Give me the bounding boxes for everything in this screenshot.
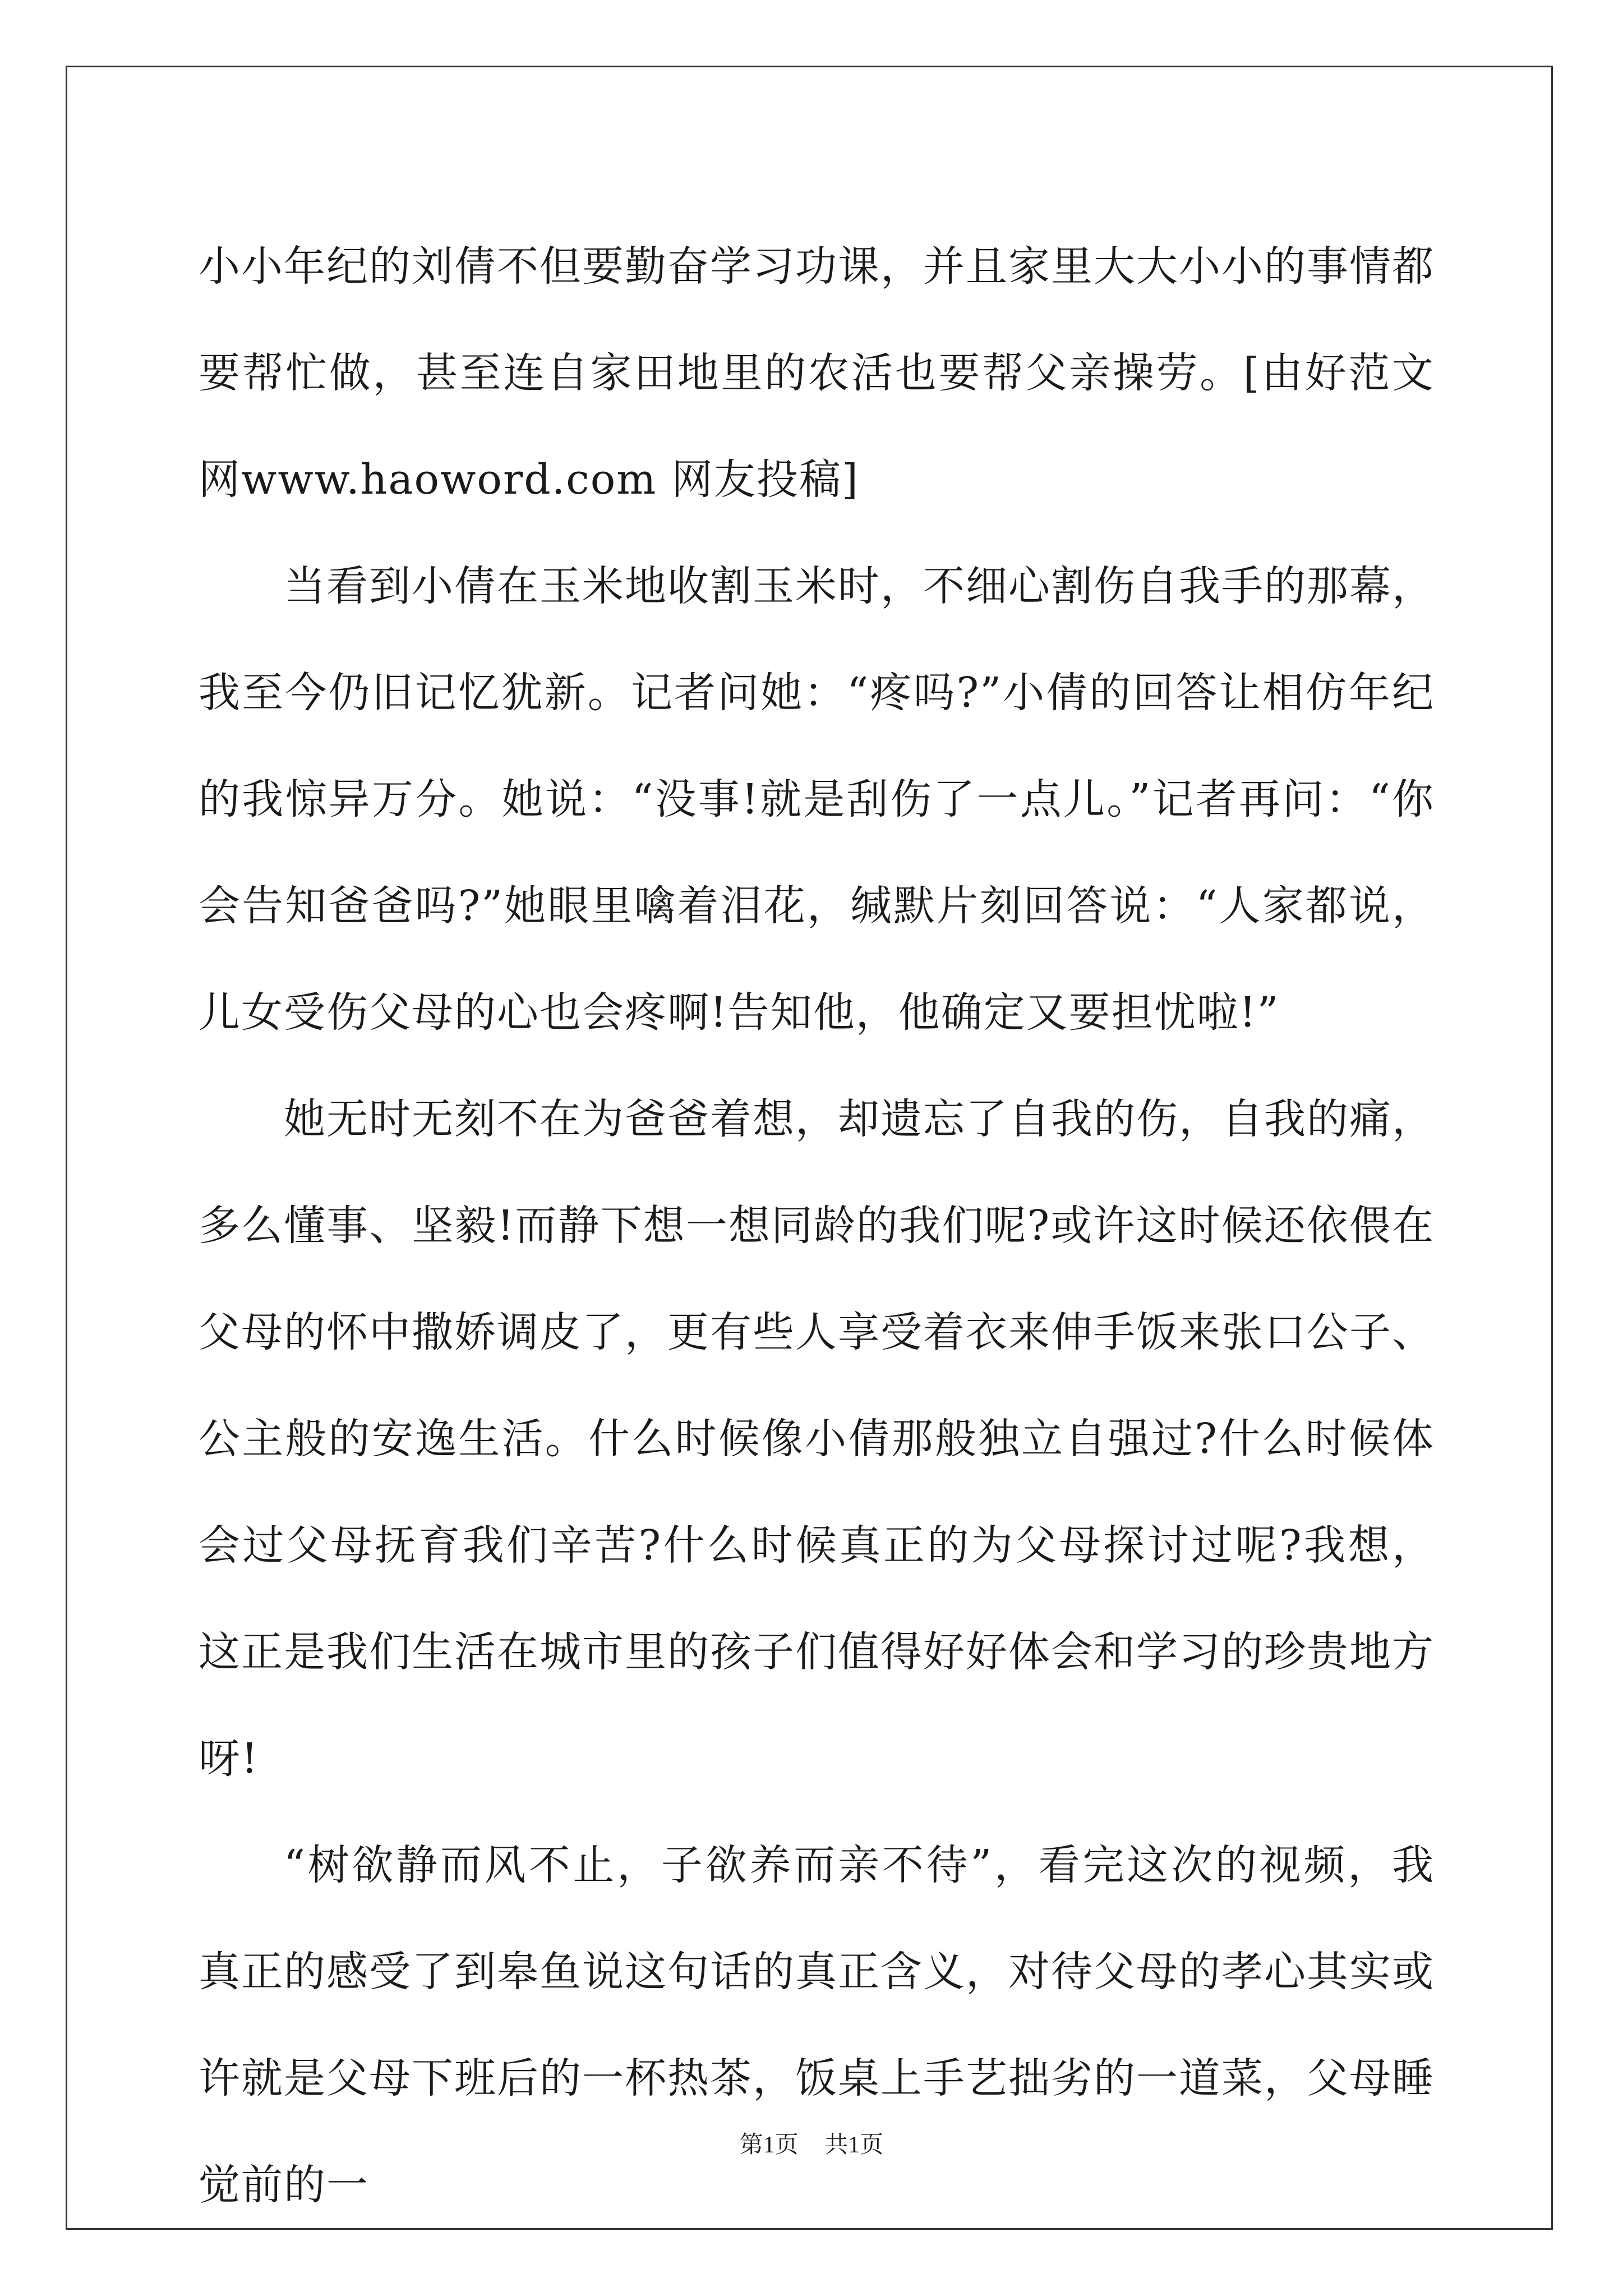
page-number-total: 共1页	[824, 2132, 884, 2158]
paragraph-1: 小小年纪的刘倩不但要勤奋学习功课，并且家里大大小小的事情都要帮忙做，甚至连自家田地里的农活也要帮父亲操劳。[由好范文网www.haoword.com 网友投稿]	[199, 242, 1435, 504]
paragraph-3: 她无时无刻不在为爸爸着想，却遗忘了自我的伤，自我的痛，多么懂事、坚毅!而静下想一想同龄的我们呢?或许这时候还依偎在父母的怀中撒娇调皮了，更有些人享受着衣来伸手饭来张口公子、公主般的安逸生活。什么时候像小倩那般独立自强过?什么时候体会过父母抚育我们辛苦?什么时候真正的为父母探讨过呢?我想，这正是我们生活在城市里的孩子们值得好好体会和学习的珍贵地方呀!	[199, 1095, 1435, 1783]
page-number-current: 第1页	[739, 2132, 799, 2158]
paragraph-2: 当看到小倩在玉米地收割玉米时，不细心割伤自我手的那幕，我至今仍旧记忆犹新。记者问她：“疼吗?”小倩的回答让相仿年纪的我惊异万分。她说：“没事!就是刮伤了一点儿。”记者再问：“你会告知爸爸吗?”她眼里噙着泪花，缄默片刻回答说：“人家都说，儿女受伤父母的心也会疼啊!告知他，他确定又要担忧啦!”	[199, 562, 1435, 1037]
document-body	[199, 213, 1435, 2238]
paragraph-4: “树欲静而风不止，子欲养而亲不待”，看完这次的视频，我真正的感受了到皋鱼说这句话的真正含义，对待父母的孝心其实或许就是父母下班后的一杯热茶，饭桌上手艺拙劣的一道菜，父母睡觉前的一	[199, 1841, 1435, 2209]
page-footer	[0, 2126, 1623, 2160]
